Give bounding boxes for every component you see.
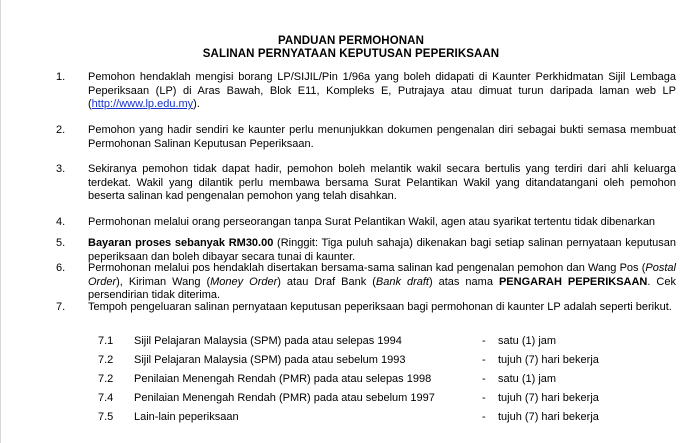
schedule-duration: tujuh (7) hari bekerja (498, 392, 599, 404)
schedule-dash: - (482, 392, 486, 404)
document-title: PANDUAN PERMOHONAN (278, 35, 424, 47)
schedule-row (1, 392, 700, 406)
schedule-row (1, 373, 700, 387)
schedule-duration: satu (1) jam (498, 373, 557, 385)
item-text: Pemohon yang hadir sendiri ke kaunter perlu menunjukkan dokumen pengenalan diri sebagai bukti semasa membuat Permohonan Salinan Keputusan Peperiksaan. (88, 124, 676, 150)
schedule-duration: satu (1) jam (498, 335, 557, 347)
schedule-row (1, 411, 700, 425)
document-subtitle: SALINAN PERNYATAAN KEPUTUSAN PEPERIKSAAN (202, 48, 500, 60)
item-number: 6. (56, 262, 66, 274)
fee-text: Bayaran proses sebanyak RM30.00 (88, 237, 274, 249)
item-number: 5. (56, 237, 66, 249)
schedule-number: 7.2 (98, 373, 114, 385)
item-number: 3. (56, 163, 66, 175)
payee-name: PENGARAH PEPERIKSAAN (498, 275, 648, 288)
item-number: 1. (56, 71, 66, 83)
schedule-dash: - (482, 373, 486, 385)
item-number: 4. (56, 216, 66, 228)
schedule-exam: Penilaian Menengah Rendah (PMR) pada atau sebelum 1997 (134, 392, 435, 404)
schedule-exam: Lain-lain peperiksaan (134, 411, 239, 423)
schedule-exam: Penilaian Menengah Rendah (PMR) pada atau selepas 1998 (134, 373, 432, 385)
schedule-row (1, 354, 700, 368)
item-text: Tempoh pengeluaran salinan pernyataan keputusan peperiksaan bagi permohonan di kaunter LP adalah seperti berikut. (88, 301, 672, 313)
item-text: Pemohon hendaklah mengisi borang LP/SIJIL/Pin 1/96a yang boleh didapati di Kaunter Perkhidmatan Sijil Lembaga Peperiksaan (LP) di Aras Bawah, Blok E11, Kompleks E, Putrajaya atau dimuat turun daripada laman web LP (http://www.lp.edu.my). (88, 71, 676, 110)
schedule-dash: - (482, 354, 486, 366)
item-number: 7. (56, 301, 66, 313)
schedule-row (1, 335, 700, 349)
schedule-number: 7.5 (98, 411, 114, 423)
schedule-number: 7.1 (98, 335, 114, 347)
schedule-dash: - (482, 411, 486, 423)
item-number: 2. (56, 124, 66, 136)
schedule-exam: Sijil Pelajaran Malaysia (SPM) pada atau selepas 1994 (134, 335, 402, 347)
item-text: Permohonan melalui pos hendaklah disertakan bersama-sama salinan kad pengenalan pemohon dan Wang Pos (Postal Order), Kiriman Wang (Money Order) atau Draf Bank (Bank draft) atas nama PENGARAH PEPERIKSAAN. Cek persendirian tidak diterima. (88, 262, 676, 301)
schedule-number: 7.4 (98, 392, 114, 404)
schedule-duration: tujuh (7) hari bekerja (498, 354, 599, 366)
item-text: Bayaran proses sebanyak RM30.00 (Ringgit: Tiga puluh sahaja) dikenakan bagi setiap salinan pernyataan keputusan peperiksaan dan boleh dibayar secara tunai di kaunter. (88, 237, 676, 263)
item-text: Sekiranya pemohon tidak dapat hadir, pemohon boleh melantik wakil secara bertulis yang terdiri dari ahli keluarga terdekat. Wakil yang dilantik perlu membawa bersama Surat Pelantikan Wakil yang ditandatangani oleh pemohon beserta salinan kad pengenalan pemohon yang telah disahkan. (88, 163, 676, 202)
schedule-dash: - (482, 335, 486, 347)
item-text: Permohonan melalui orang perseorangan tanpa Surat Pelantikan Wakil, agen atau syarikat tertentu tidak dibenarkan (88, 216, 656, 228)
schedule-exam: Sijil Pelajaran Malaysia (SPM) pada atau sebelum 1993 (134, 354, 406, 366)
website-link[interactable]: http://www.lp.edu.my (91, 98, 194, 110)
schedule-number: 7.2 (98, 354, 114, 366)
schedule-duration: tujuh (7) hari bekerja (498, 411, 599, 423)
